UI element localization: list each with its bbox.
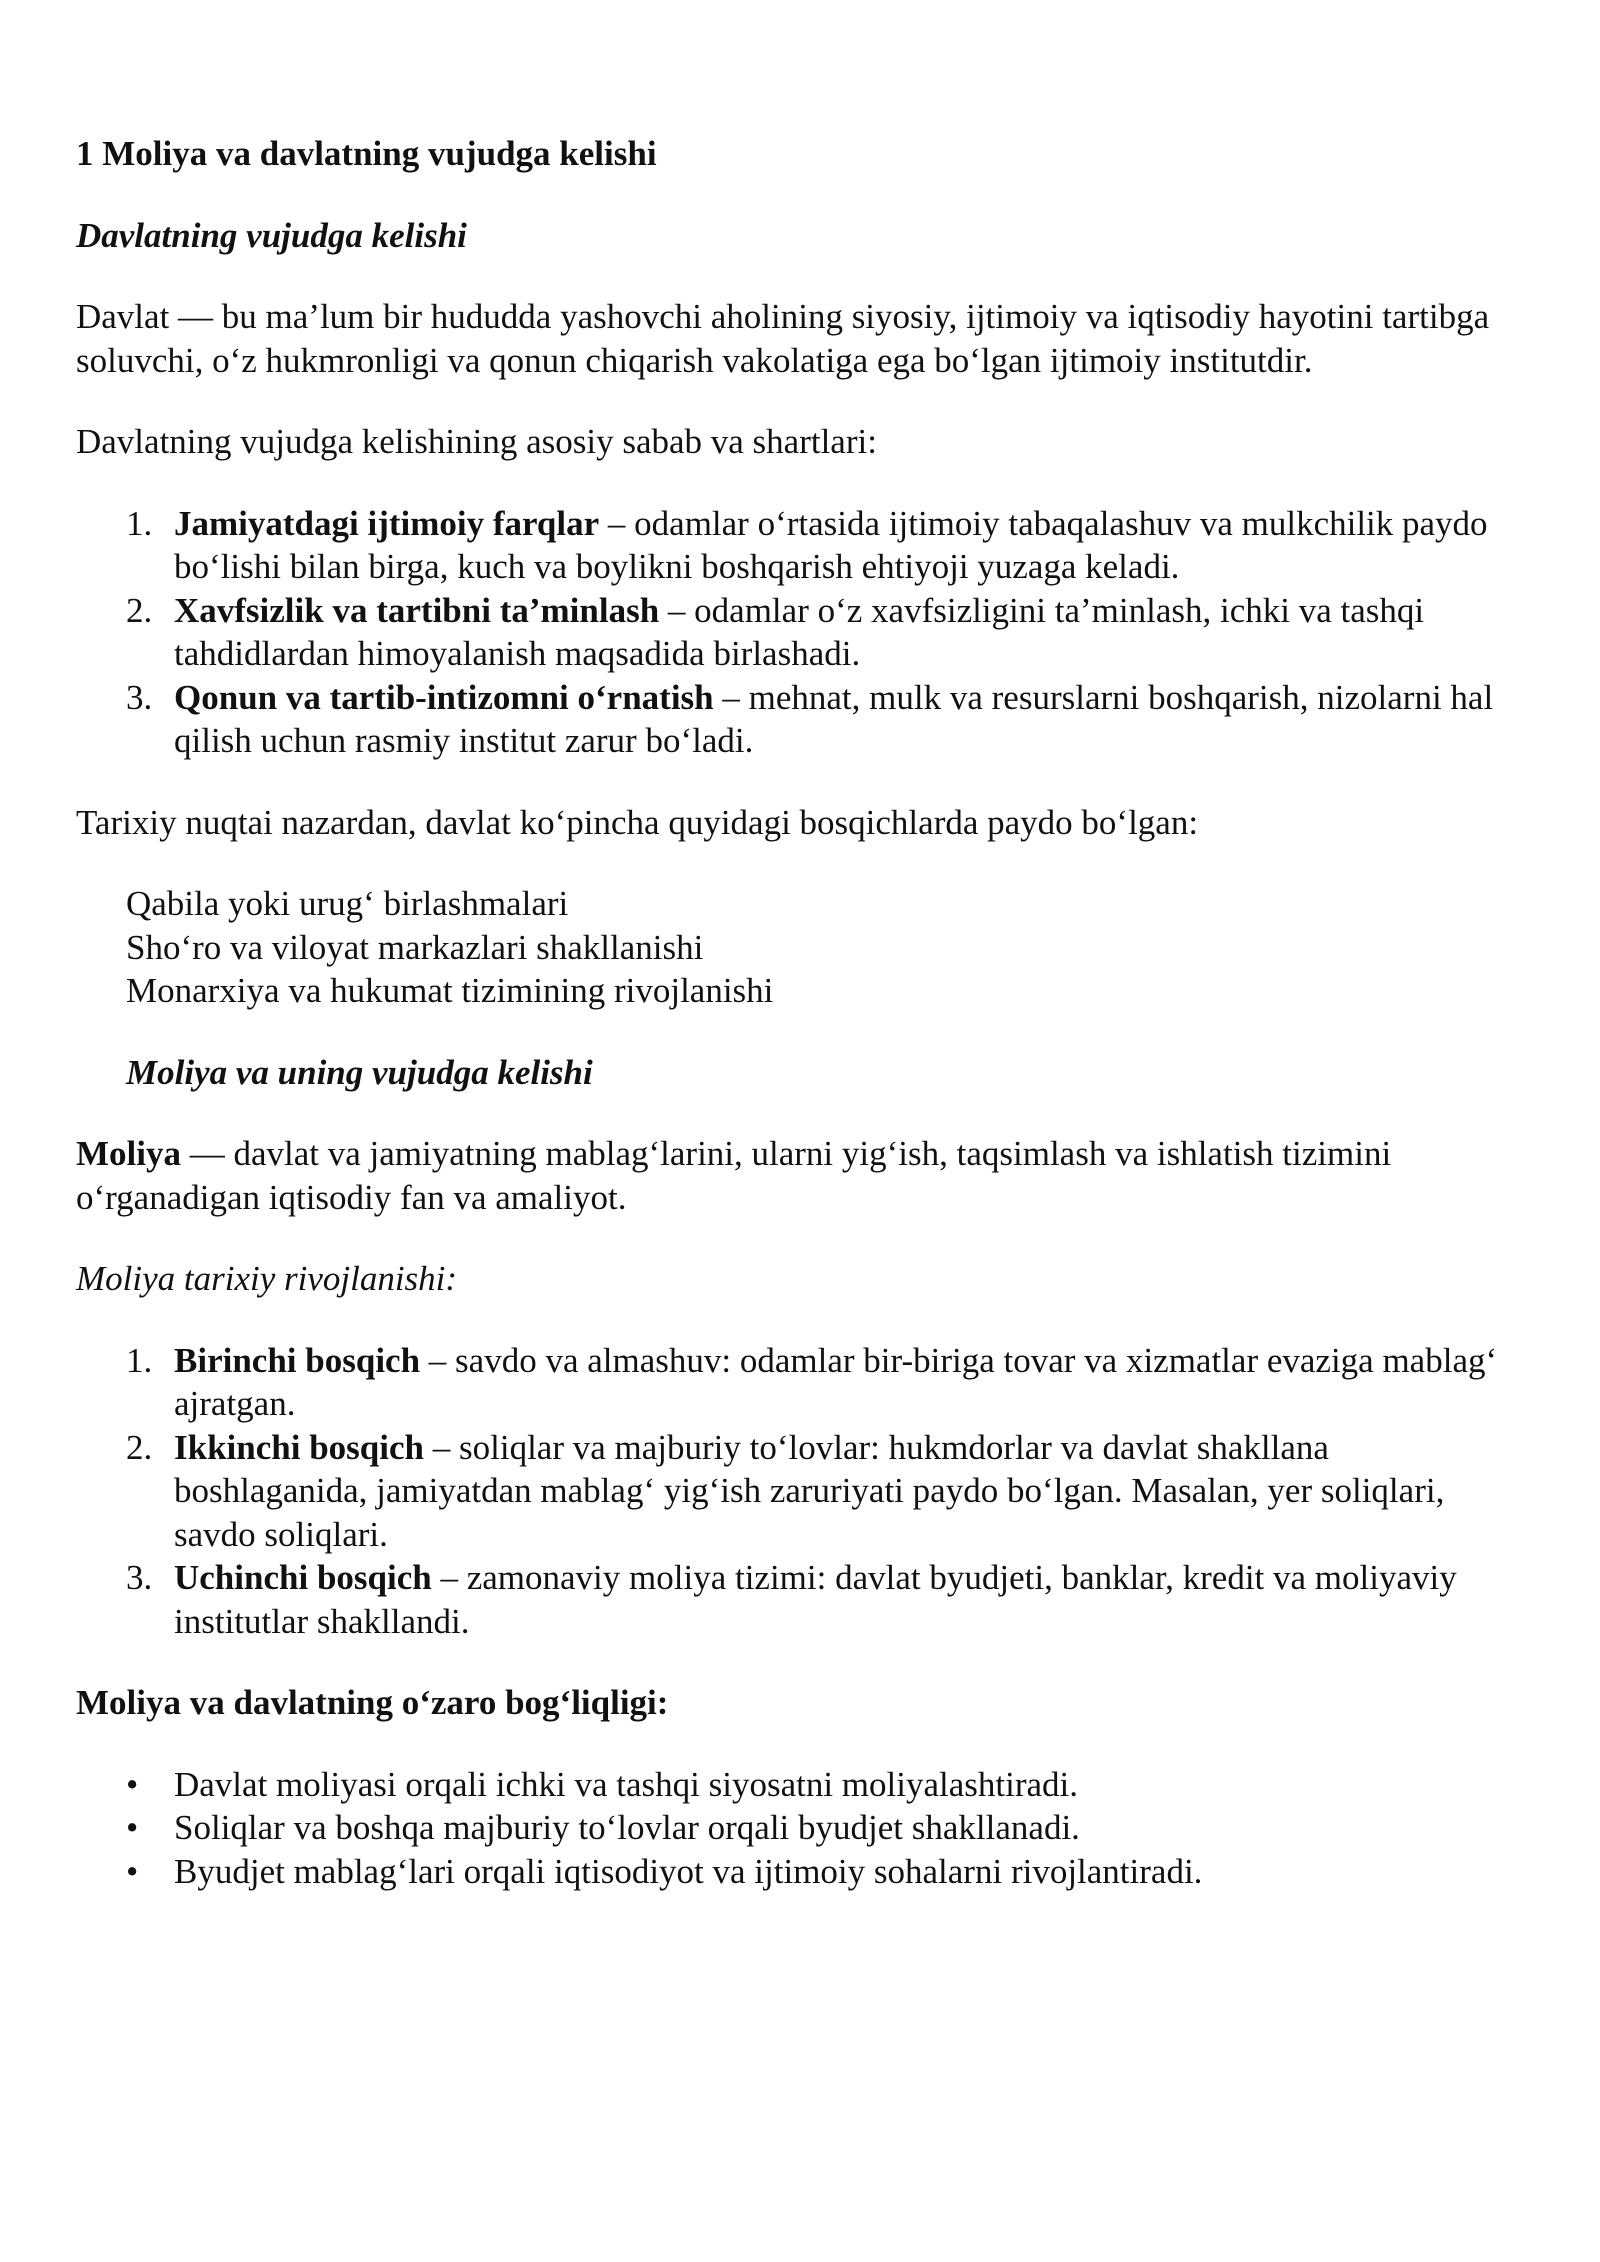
list-term: Ikkinchi bosqich [174, 1427, 424, 1467]
stages-intro: Tarixiy nuqtai nazardan, davlat ko‘pincha quyidagi bosqichlarda paydo bo‘lgan: [76, 802, 1199, 842]
list-number: 2. [126, 1427, 153, 1467]
list-item [76, 1339, 1516, 1426]
list-number: 1. [126, 503, 153, 543]
list-term: Xavfsizlik va tartibni ta’minlash [174, 590, 660, 630]
document-title: 1 Moliya va davlatning vujudga kelishi [76, 134, 657, 173]
list-text: – odamlar o‘z xavfsizligini ta’minlash, ichki va tashqi tahdidlardan himoyalanish maqsadida birlashadi. [174, 590, 1425, 673]
list-text: – savdo va almashuv: odamlar bir-biriga tovar va xizmatlar evaziga mablag‘ ajratgan. [174, 1340, 1498, 1423]
list-text: – odamlar o‘rtasida ijtimoiy tabaqalashuv va mulkchilik paydo bo‘lishi bilan birga, kuch va boylikni boshqarish ehtiyoji yuzaga keladi. [174, 503, 1488, 586]
list-term: Uchinchi bosqich [174, 1558, 432, 1597]
moliya-definition [76, 1132, 1516, 1219]
list-text: – mehnat, mulk va resurslarni boshqarish, nizolarni hal qilish uchun rasmiy institut zarur bo‘ladi. [174, 677, 1494, 760]
stages-list [76, 882, 1516, 1013]
list-item [76, 1850, 1516, 1894]
stage-item: Monarxiya va hukumat tizimining rivojlanishi [126, 971, 774, 1010]
list-item [76, 1556, 1516, 1643]
list-number: 1. [126, 1340, 153, 1380]
list-term: Jamiyatdagi ijtimoiy farqlar [174, 503, 600, 543]
bullet-text: Byudjet mablag‘lari orqali iqtisodiyot va ijtimoiy sohalarni rivojlantiradi. [174, 1851, 1203, 1891]
list-item [76, 1806, 1516, 1850]
definition-text: — davlat va jamiyatning mablag‘larini, ularni yig‘ish, taqsimlash va ishlatish tizimini o‘rganadigan iqtisodiy fan va amaliyot. [76, 1134, 1392, 1217]
bullet-text: Davlat moliyasi orqali ichki va tashqi siyosatni moliyalashtiradi. [174, 1764, 1079, 1804]
reasons-intro: Davlatning vujudga kelishining asosiy sabab va shartlari: [76, 422, 877, 461]
list-item [76, 502, 1516, 589]
bullet-icon: • [126, 1764, 139, 1804]
section-heading-boglikligi: Moliya va davlatning o‘zaro bog‘liqligi: [76, 1683, 669, 1722]
bullet-list [76, 1763, 1516, 1894]
bullet-icon: • [126, 1808, 139, 1847]
stage-item: Qabila yoki urug‘ birlashmalari [126, 884, 569, 923]
list-text: – zamonaviy moliya tizimi: davlat byudjeti, banklar, kredit va moliyaviy institutlar shakllandi. [174, 1558, 1457, 1641]
reasons-list [76, 502, 1516, 763]
list-item [76, 1763, 1516, 1807]
list-item [76, 589, 1516, 676]
section-heading-davlat: Davlatning vujudga kelishi [76, 215, 467, 255]
list-number: 3. [126, 1558, 153, 1597]
history-list [76, 1339, 1516, 1644]
stage-item: Sho‘ro va viloyat markazlari shakllanishi [126, 927, 704, 967]
section-heading-moliya: Moliya va uning vujudga kelishi [126, 1052, 593, 1092]
list-item [76, 1426, 1516, 1557]
bullet-text: Soliqlar va boshqa majburiy to‘lovlar orqali byudjet shakllanadi. [174, 1808, 1080, 1847]
list-term: Birinchi bosqich [174, 1340, 421, 1380]
bullet-icon: • [126, 1851, 139, 1891]
history-heading: Moliya tarixiy rivojlanishi: [76, 1259, 458, 1298]
list-number: 2. [126, 590, 153, 630]
list-item [76, 676, 1516, 763]
list-number: 3. [126, 677, 153, 717]
document-page [76, 132, 1516, 1893]
davlat-definition: Davlat — bu ma’lum bir hududda yashovchi aholining siyosiy, ijtimoiy va iqtisodiy hayotini tartibga soluvchi, o‘z hukmronligi va qonun chiqarish vakolatiga ega bo‘lgan ijtimoiy institutdir. [76, 297, 1490, 380]
list-term: Qonun va tartib-intizomni o‘rnatish [174, 677, 714, 717]
list-text: – soliqlar va majburiy to‘lovlar: hukmdorlar va davlat shakllana boshlaganida, jamiyatdan mablag‘ yig‘ish zaruriyati paydo bo‘lgan. Masalan, yer soliqlari, savdo soliqlari. [174, 1427, 1445, 1554]
definition-term: Moliya [76, 1134, 181, 1173]
